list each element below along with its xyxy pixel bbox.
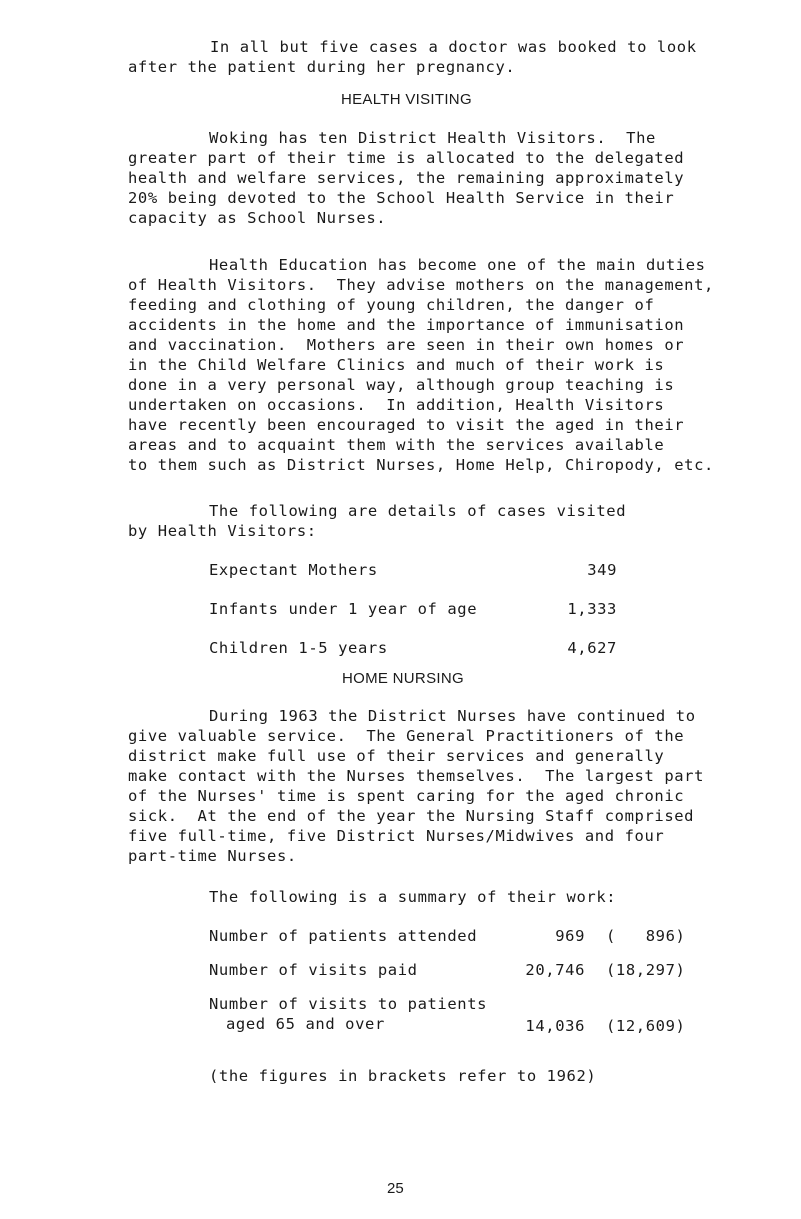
hn-summary-intro: The following is a summary of their work: [209,888,617,906]
summary-prev-patients: ( 896) [606,927,686,945]
hv-para1-line-3: health and welfare services, the remaining approximately [128,169,685,187]
intro-line-2: after the patient during her pregnancy. [128,58,516,76]
summary-label-aged-line-1: Number of visits to patients [209,995,488,1013]
section-heading-health-visiting: HEALTH VISITING [341,91,472,108]
hv-para1-line-4: 20% being devoted to the School Health Service in their [128,189,675,207]
summary-label-visits: Number of visits paid [209,961,418,979]
hn-para1-line-8: part-time Nurses. [128,847,297,865]
hv-para3-line-1: The following are details of cases visited [209,502,627,520]
hv-para2-line-8: undertaken on occasions. In addition, Health Visitors [128,396,665,414]
hv-para2-line-7: done in a very personal way, although group teaching is [128,376,675,394]
cases-value-children: 4,627 [567,639,617,657]
cases-label-infants: Infants under 1 year of age [209,600,478,618]
hv-para2-line-3: feeding and clothing of young children, the danger of [128,296,655,314]
hv-para2-line-11: to them such as District Nurses, Home Help, Chiropody, etc. [128,456,714,474]
summary-value-patients: 969 [555,927,585,945]
hv-para2-line-2: of Health Visitors. They advise mothers on the management, [128,276,714,294]
hn-para1-line-7: five full-time, five District Nurses/Midwives and four [128,827,665,845]
summary-prev-visits: (18,297) [606,961,686,979]
summary-prev-aged: (12,609) [606,1017,686,1035]
hv-para1-line-5: capacity as School Nurses. [128,209,387,227]
section-heading-home-nursing: HOME NURSING [342,670,464,687]
cases-label-children: Children 1-5 years [209,639,388,657]
hv-para2-line-4: accidents in the home and the importance of immunisation [128,316,685,334]
hn-para1-line-1: During 1963 the District Nurses have continued to [209,707,696,725]
hn-para1-line-2: give valuable service. The General Practitioners of the [128,727,685,745]
cases-label-expectant-mothers: Expectant Mothers [209,561,378,579]
cases-value-expectant-mothers: 349 [587,561,617,579]
summary-footnote: (the figures in brackets refer to 1962) [209,1067,597,1085]
hv-para2-line-10: areas and to acquaint them with the services available [128,436,665,454]
hn-para1-line-4: make contact with the Nurses themselves. The largest part [128,767,705,785]
summary-label-patients: Number of patients attended [209,927,478,945]
summary-value-aged: 14,036 [525,1017,585,1035]
hn-para1-line-3: district make full use of their services and generally [128,747,665,765]
hn-para1-line-5: of the Nurses' time is spent caring for the aged chronic [128,787,685,805]
summary-label-aged-line-2: aged 65 and over [226,1015,385,1033]
hv-para2-line-9: have recently been encouraged to visit the aged in their [128,416,685,434]
hv-para1-line-1: Woking has ten District Health Visitors. The [209,129,656,147]
hv-para1-line-2: greater part of their time is allocated to the delegated [128,149,685,167]
hn-para1-line-6: sick. At the end of the year the Nursing Staff comprised [128,807,695,825]
hv-para2-line-1: Health Education has become one of the main duties [209,256,706,274]
cases-value-infants: 1,333 [567,600,617,618]
hv-para2-line-5: and vaccination. Mothers are seen in their own homes or [128,336,685,354]
summary-value-visits: 20,746 [525,961,585,979]
hv-para3-line-2: by Health Visitors: [128,522,317,540]
hv-para2-line-6: in the Child Welfare Clinics and much of their work is [128,356,665,374]
intro-line-1: In all but five cases a doctor was booked to look [210,38,697,56]
page-number: 25 [387,1180,404,1197]
